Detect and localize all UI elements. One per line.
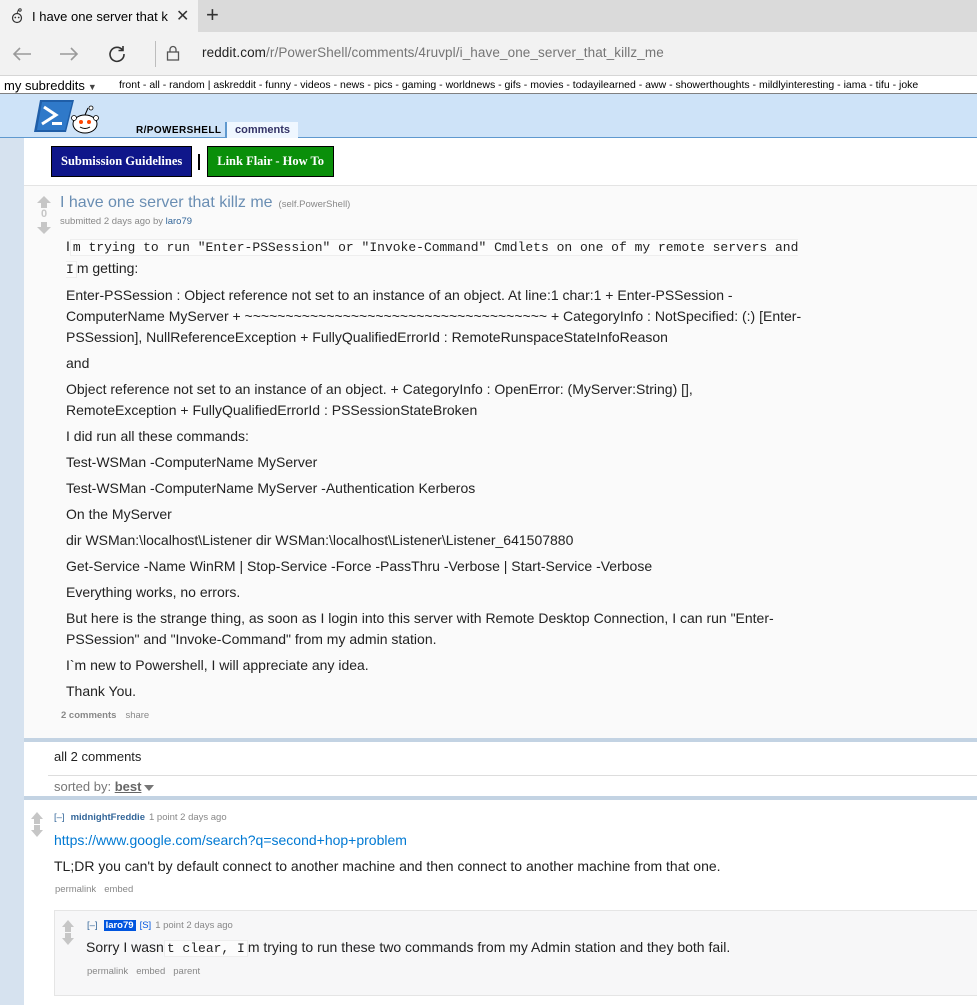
all-comments-label: all 2 comments [54,749,142,764]
comment-author[interactable]: midnightFreddie [70,812,145,823]
post-paragraph: Test-WSMan -ComputerName MyServer [66,454,318,470]
button-separator [198,154,200,170]
comment-buttons [55,884,141,895]
main-content [24,138,977,1005]
url-path: /r/PowerShell/comments/4ruvpl/i_have_one_server_that_killz_me [266,45,664,60]
submission-guidelines-button[interactable]: Submission Guidelines [51,146,192,177]
comment-tagline [54,812,227,823]
post-paragraph: Object reference not set to an instance of an object. + CategoryInfo : OpenError: (MyServer:String) [], RemoteException + FullyQualifiedErrorId : PSSessionStateBroken [66,381,693,418]
text-span: I [66,238,70,254]
inline-code: t clear, I [164,940,248,957]
sorted-by-label: sorted by: [54,779,115,794]
close-tab-icon[interactable]: ✕ [176,8,190,25]
chevron-down-icon: ▼ [87,82,97,92]
post-title[interactable]: I have one server that killz me [60,194,273,211]
sort-value[interactable]: best [114,779,142,794]
post-paragraph: But here is the strange thing, as soon as I login into this server with Remote Desktop Connection, I can run "Enter-PSSession" and "Invoke-Command" from my admin station. [66,610,774,647]
sort-menu[interactable] [54,779,154,794]
upvote-icon[interactable] [62,920,74,927]
comment-meta: 1 point 2 days ago [155,920,233,931]
post-title-row [60,194,350,212]
post-paragraph: dir WSMan:\localhost\Listener dir WSMan:\localhost\Listener\Listener_641507880 [66,532,574,548]
back-icon[interactable] [10,42,34,66]
browser-tab-bar [0,0,977,32]
text-span: m trying to run these two commands from my Admin station and they both fail. [247,939,731,955]
tab-comments[interactable]: comments [225,122,298,138]
submitter-badge: [S] [139,920,152,931]
post-tagline [60,216,192,227]
comment-text [86,939,730,956]
comments-panel-header [24,738,977,800]
text-span: m getting: [76,260,139,276]
divider [48,775,977,776]
downvote-icon[interactable] [37,227,51,234]
powershell-logo-icon[interactable] [34,98,102,136]
sidebar-buttons [51,146,334,177]
my-subreddits-dropdown[interactable] [4,78,97,93]
link-flair-button[interactable]: Link Flair - How To [207,146,334,177]
permalink-button[interactable]: permalink [55,884,97,895]
comment-vote [30,812,44,837]
tab-title: I have one server that k [32,8,168,24]
post-domain[interactable]: (self.PowerShell) [278,199,351,210]
upvote-icon[interactable] [31,812,43,819]
post [24,185,977,738]
post-vote [36,196,52,234]
child-comment [54,910,977,996]
comment-meta: 1 point 2 days ago [148,812,227,823]
comment [24,800,977,1005]
browser-nav-bar [0,32,977,76]
subreddit-bar [0,76,977,94]
upvote-icon[interactable] [37,196,51,203]
comment-buttons [87,966,208,977]
reddit-header [0,94,977,138]
new-tab-icon[interactable]: + [206,2,219,27]
post-paragraph: On the MyServer [66,506,172,522]
address-bar[interactable] [202,45,664,60]
parent-button[interactable]: parent [173,966,201,977]
comment-vote [61,920,75,945]
embed-button[interactable]: embed [136,966,166,977]
browser-tab[interactable] [0,0,198,32]
reddit-favicon-icon [10,8,24,24]
permalink-button[interactable]: permalink [87,966,129,977]
my-subreddits-label: my subreddits [4,78,85,93]
comment-tagline [87,920,233,931]
collapse-toggle[interactable]: [–] [87,920,98,931]
post-paragraph: I`m new to Powershell, I will appreciate any idea. [66,657,369,673]
chevron-down-icon [144,785,154,791]
downvote-icon[interactable] [31,830,43,837]
post-paragraph: I did run all these commands: [66,428,249,444]
post-paragraph: Everything works, no errors. [66,584,241,600]
lock-icon [166,45,180,61]
url-domain: reddit.com [202,45,267,60]
post-author[interactable]: laro79 [165,216,193,227]
post-paragraph: and [66,355,90,371]
comment-author[interactable]: laro79 [105,920,134,931]
post-paragraph: Get-Service -Name WinRM | Stop-Service -Force -PassThru -Verbose | Start-Service -Verbose [66,558,653,574]
comment-text: TL;DR you can't by default connect to another machine and then connect to another machine from that one. [54,858,721,874]
embed-button[interactable]: embed [104,884,134,895]
post-paragraph: Thank You. [66,683,137,699]
tagline-text: submitted 2 days ago by [60,216,166,227]
inline-code: m trying to run "Enter-PSSession" or "Invoke-Command" Cmdlets on one of my remote servers and I [66,240,799,277]
nav-separator [155,41,156,67]
post-buttons [61,710,158,721]
post-score: 0 [40,208,48,220]
subreddit-name[interactable]: R/POWERSHELL [136,125,222,136]
left-gutter [0,138,24,1005]
comments-link[interactable]: 2 comments [61,710,117,721]
collapse-toggle[interactable]: [–] [54,812,65,823]
post-paragraph: Test-WSMan -ComputerName MyServer -Authentication Kerberos [66,480,476,496]
comment-link[interactable]: https://www.google.com/search?q=second+hop+problem [54,832,407,848]
post-paragraph: Enter-PSSession : Object reference not set to an instance of an object. At line:1 char:1 + Enter-PSSession -ComputerName MyServer + ~~~~~~~~~~~~~~~~~~~~~~~~~~~~~~~~~~~~~ + CategoryInfo : NotSpecified: (:) [Enter-PSSession], NullReferenceException + FullyQualifiedErrorId : RemoteRunspaceStateInfoReason [66,287,802,345]
text-span: Sorry I wasn [86,939,164,955]
share-link[interactable]: share [125,710,150,721]
downvote-icon[interactable] [62,938,74,945]
post-body [66,236,806,707]
refresh-icon[interactable] [105,42,129,66]
post-paragraph [66,236,806,280]
subreddit-links[interactable]: front - all - random | askreddit - funny - videos - news - pics - gaming - worldnews - gifs - movies - todayilearned - aww - showerthoughts - mildlyinteresting - iama - tifu - joke [119,79,919,91]
forward-icon[interactable] [57,42,81,66]
